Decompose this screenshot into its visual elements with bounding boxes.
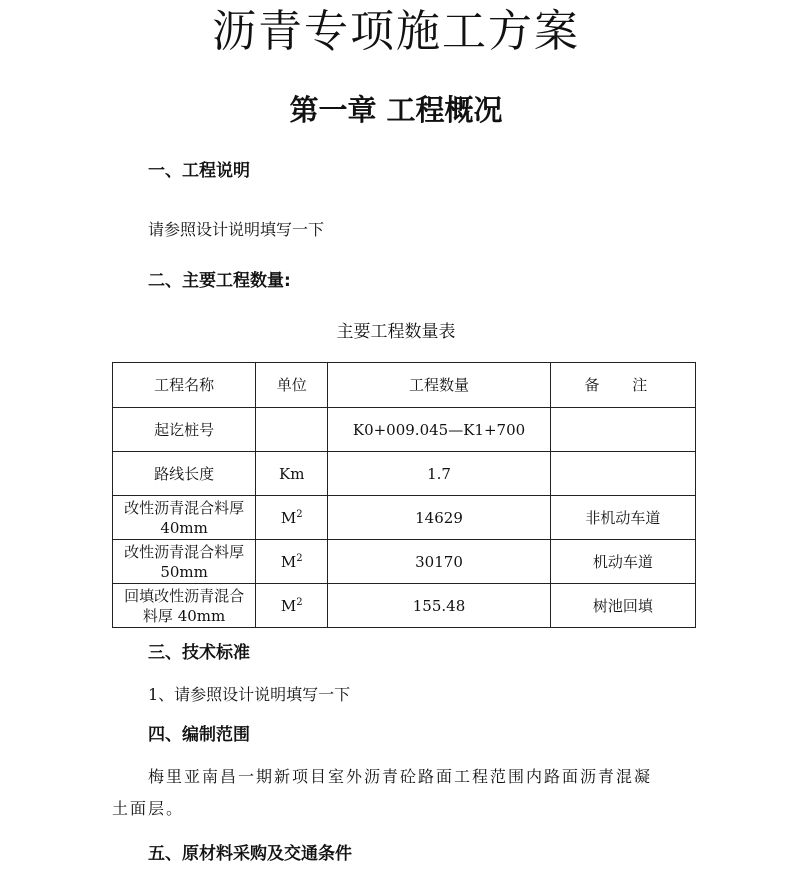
cell-name: 路线长度 [113, 452, 256, 496]
unit-superscript: 2 [296, 552, 303, 564]
header-name: 工程名称 [113, 363, 256, 408]
section-3-heading: 三、技术标准 [148, 643, 250, 663]
cell-note [550, 452, 695, 496]
section-3-text: 1、请参照设计说明填写一下 [148, 685, 351, 704]
doc-title: 沥青专项施工方案 [212, 6, 580, 57]
cell-name: 回填改性沥青混合料厚 40mm [113, 584, 256, 628]
table-header-row [113, 363, 696, 408]
cell-unit [256, 452, 328, 496]
table-row [113, 540, 696, 584]
section-4-heading: 四、编制范围 [148, 725, 250, 745]
section-4-text-line2: 土面层。 [112, 799, 185, 818]
unit-text: M [280, 596, 297, 615]
section-4-text-line1: 梅里亚南昌一期新项目室外沥青砼路面工程范围内路面沥青混凝 [148, 767, 653, 786]
section-1-heading: 一、工程说明 [148, 161, 250, 181]
cell-unit [256, 496, 328, 540]
cell-name: 改性沥青混合料厚40mm [113, 496, 256, 540]
quantity-table [112, 362, 696, 628]
table-caption: 主要工程数量表 [336, 322, 456, 342]
unit-superscript: 2 [296, 508, 303, 520]
cell-quantity: 14629 [328, 496, 550, 540]
unit-text: M [280, 508, 297, 527]
cell-note: 树池回填 [550, 584, 695, 628]
unit-text: Km [279, 464, 305, 483]
cell-unit [256, 540, 328, 584]
cell-unit [256, 584, 328, 628]
cell-note: 非机动车道 [550, 496, 695, 540]
cell-name: 改性沥青混合料厚50mm [113, 540, 256, 584]
header-quantity: 工程数量 [328, 363, 550, 408]
cell-unit [256, 408, 328, 452]
section-1-text: 请参照设计说明填写一下 [148, 220, 325, 239]
cell-quantity: K0+009.045—K1+700 [328, 408, 550, 452]
cell-quantity: 155.48 [328, 584, 550, 628]
header-unit: 单位 [256, 363, 328, 408]
section-2-heading: 二、主要工程数量: [148, 271, 291, 291]
table-row [113, 496, 696, 540]
cell-note [550, 408, 695, 452]
unit-superscript: 2 [296, 596, 303, 608]
table-row [113, 408, 696, 452]
cell-name: 起讫桩号 [113, 408, 256, 452]
cell-quantity: 30170 [328, 540, 550, 584]
table-row [113, 452, 696, 496]
unit-text: M [280, 552, 297, 571]
header-note: 备 注 [550, 363, 695, 408]
chapter-title: 第一章 工程概况 [289, 93, 503, 127]
cell-quantity: 1.7 [328, 452, 550, 496]
section-5-heading: 五、原材料采购及交通条件 [148, 844, 352, 864]
cell-note: 机动车道 [550, 540, 695, 584]
table-row [113, 584, 696, 628]
